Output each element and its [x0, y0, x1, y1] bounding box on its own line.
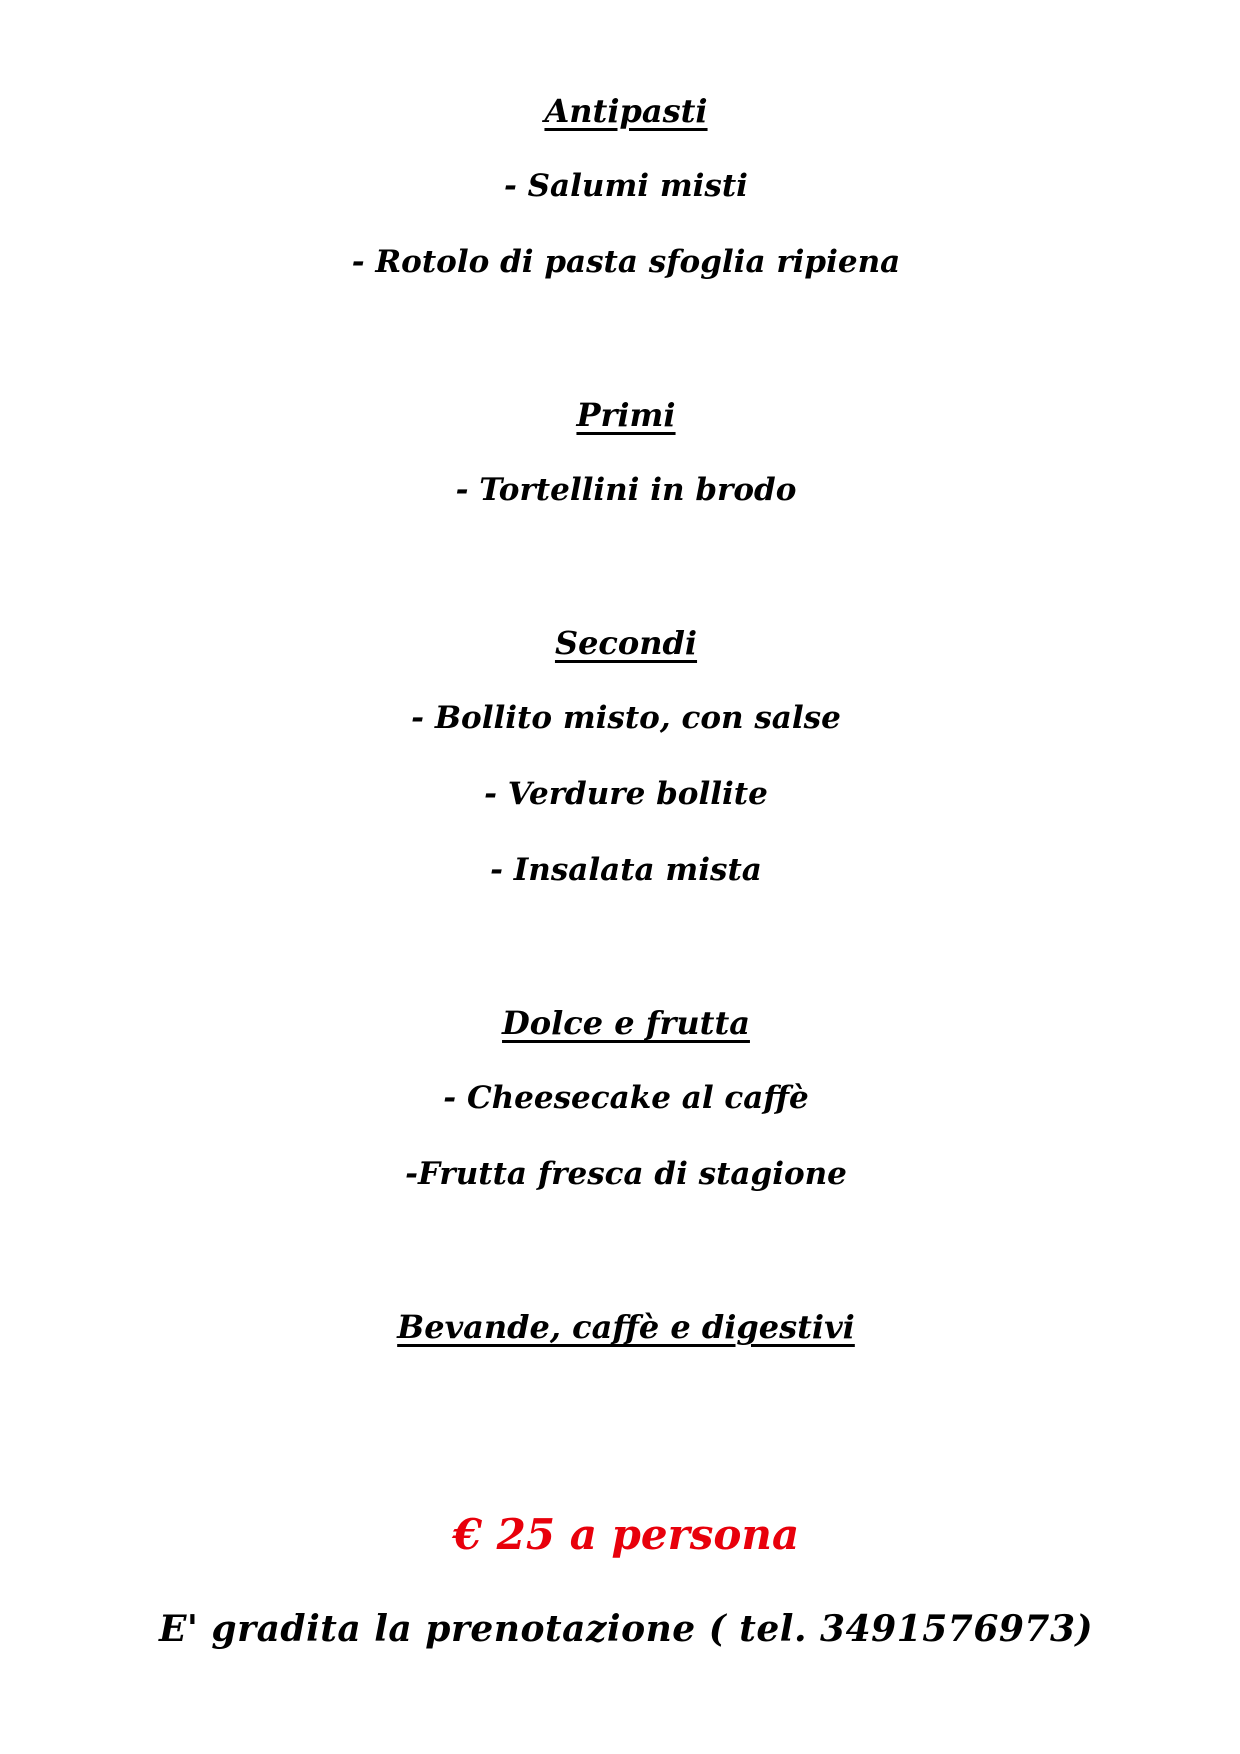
menu-item-bollito-misto: - Bollito misto, con salse [411, 700, 841, 736]
section-heading-primi: Primi [576, 396, 676, 434]
menu-item-verdure-bollite: - Verdure bollite [484, 776, 768, 812]
menu-item-cheesecake-al-caffe: - Cheesecake al caffè [443, 1080, 809, 1116]
section-heading-dolce-e-frutta: Dolce e frutta [502, 1004, 750, 1042]
section-heading-secondi: Secondi [554, 624, 698, 662]
menu-item-frutta-fresca: -Frutta fresca di stagione [405, 1156, 847, 1192]
menu-item-salumi-misti: - Salumi misti [504, 168, 748, 204]
section-heading-bevande: Bevande, caffè e digestivi [397, 1308, 855, 1346]
section-heading-antipasti: Antipasti [544, 92, 708, 130]
booking-note: E' gradita la prenotazione ( tel. 3491576973) [158, 1608, 1094, 1650]
menu-item-rotolo-pasta-sfoglia: - Rotolo di pasta sfoglia ripiena [351, 244, 901, 280]
menu-item-tortellini-in-brodo: - Tortellini in brodo [455, 472, 797, 508]
price-per-person: € 25 a persona [452, 1510, 800, 1559]
menu-item-insalata-mista: - Insalata mista [490, 852, 762, 888]
